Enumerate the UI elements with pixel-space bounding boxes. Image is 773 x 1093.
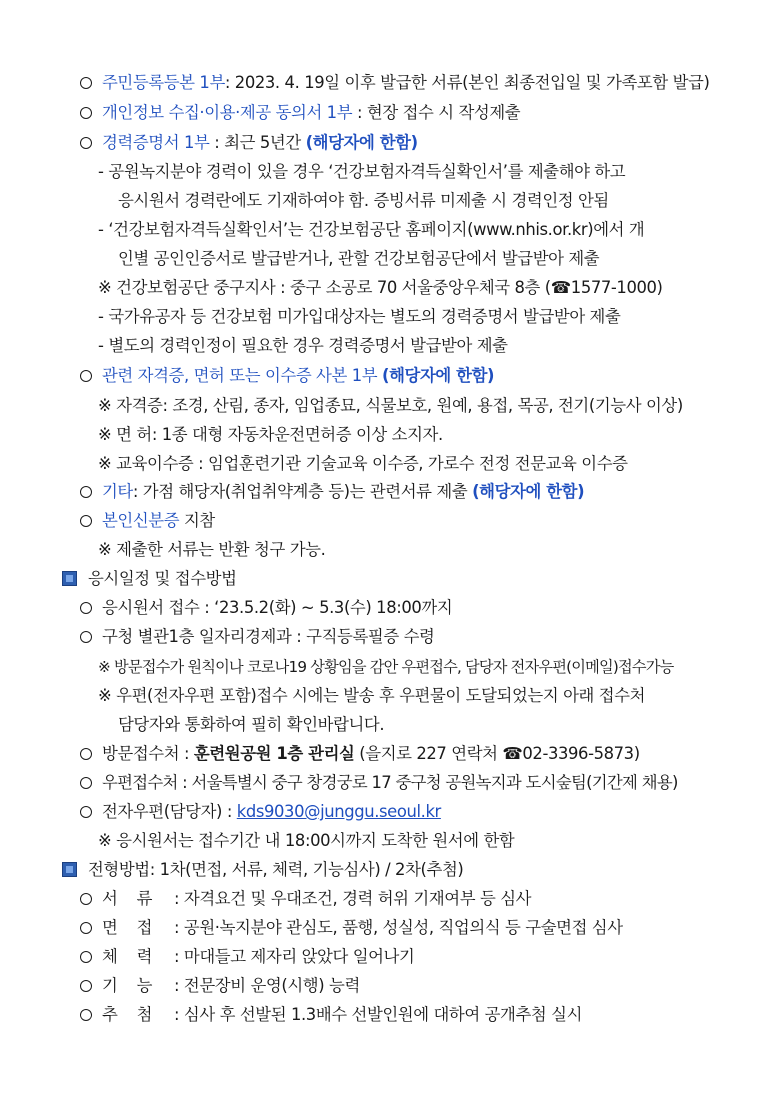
selection-desc: : 심사 후 선발된 1.3배수 선발인원에 대하여 공개추첨 실시 bbox=[174, 1005, 583, 1024]
circle-bullet-icon bbox=[80, 631, 92, 643]
item-text: : 최근 5년간 bbox=[214, 133, 301, 152]
circle-bullet-icon bbox=[80, 806, 92, 818]
item-text: : 2023. 4. 19일 이후 발급한 서류(본인 최종전입일 및 가족포함 발급) bbox=[224, 73, 710, 92]
selection-row bbox=[80, 888, 531, 910]
career-detail-1-line-1: - 공원녹지분야 경력이 있을 경우 ‘건강보험자격득실확인서’를 제출해야 하고 bbox=[98, 162, 626, 181]
item-id-card bbox=[80, 510, 215, 532]
selection-desc: : 마대들고 제자리 앉았다 일어나기 bbox=[174, 947, 415, 966]
item-text: 지참 bbox=[179, 511, 215, 530]
license-note-training: ※ 교육이수증 : 임업훈련기관 기술교육 이수증, 가로수 전정 전문교육 이수증 bbox=[98, 454, 628, 473]
schedule-deadline-note: ※ 응시원서는 접수기간 내 18:00시까지 도착한 원서에 한함 bbox=[98, 831, 515, 850]
selection-desc: : 자격요건 및 우대조건, 경력 허위 기재여부 등 심사 bbox=[174, 889, 532, 908]
circle-bullet-icon bbox=[80, 77, 92, 89]
selection-row bbox=[80, 917, 623, 939]
selection-term: 서 류 bbox=[102, 889, 153, 908]
item-label: 관련 자격증, 면허 또는 이수증 사본 1부 bbox=[102, 366, 378, 385]
item-note: (해당자에 한함) bbox=[472, 482, 585, 501]
selection-term: 기 능 bbox=[102, 976, 153, 995]
circle-bullet-icon bbox=[80, 1009, 92, 1021]
selection-row bbox=[80, 946, 414, 968]
section-heading-schedule: 응시일정 및 접수방법 bbox=[88, 569, 237, 588]
circle-bullet-icon bbox=[80, 515, 92, 527]
schedule-visit-place bbox=[80, 743, 640, 765]
visit-place: 훈련원공원 1층 관리실 bbox=[193, 744, 355, 763]
circle-bullet-icon bbox=[80, 602, 92, 614]
career-detail-2-line-2: 인별 공인인증서로 발급받거나, 관할 건강보험공단에서 발급받아 제출 bbox=[118, 249, 600, 268]
item-text: : 현장 접수 시 작성제출 bbox=[356, 103, 521, 122]
item-note: (해당자에 한함) bbox=[382, 366, 495, 385]
selection-term: 체 력 bbox=[102, 947, 153, 966]
career-detail-3: - 국가유공자 등 건강보험 미가입대상자는 별도의 경력증명서 발급받아 제출 bbox=[98, 307, 621, 326]
id-return-note: ※ 제출한 서류는 반환 청구 가능. bbox=[98, 540, 326, 559]
selection-desc: : 공원·녹지분야 관심도, 품행, 성실성, 직업의식 등 구술면접 심사 bbox=[174, 918, 623, 937]
selection-desc: : 전문장비 운영(시행) 능력 bbox=[174, 976, 360, 995]
item-label: 기타 bbox=[102, 482, 133, 501]
selection-row bbox=[80, 975, 360, 997]
career-reference-note: ※ 건강보험공단 중구지사 : 중구 소공로 70 서울중앙우체국 8층 (☎1577-1000) bbox=[98, 278, 663, 297]
circle-bullet-icon bbox=[80, 980, 92, 992]
item-resident-registration bbox=[80, 72, 709, 94]
schedule-pickup-text: 구청 별관1층 일자리경제과 : 구직등록필증 수령 bbox=[102, 627, 435, 646]
selection-term: 면 접 bbox=[102, 918, 153, 937]
item-career-certificate bbox=[80, 132, 418, 154]
section-heading-selection: 전형방법: 1차(면접, 서류, 체력, 기능심사) / 2차(추첨) bbox=[88, 860, 464, 879]
item-privacy-consent bbox=[80, 102, 520, 124]
circle-bullet-icon bbox=[80, 893, 92, 905]
circle-bullet-icon bbox=[80, 370, 92, 382]
mail-place-text: 우편접수처 : 서울특별시 중구 창경궁로 17 중구청 공원녹지과 도시숲팀(기간제 채용) bbox=[102, 773, 678, 792]
item-label: 본인신분증 bbox=[102, 511, 180, 530]
selection-term: 추 첨 bbox=[102, 1005, 153, 1024]
circle-bullet-icon bbox=[80, 107, 92, 119]
license-note-driving: ※ 면 허: 1종 대형 자동차운전면허증 이상 소지자. bbox=[98, 425, 443, 444]
schedule-pickup bbox=[80, 626, 434, 648]
circle-bullet-icon bbox=[80, 486, 92, 498]
career-detail-2-line-1: - ‘건강보험자격득실확인서’는 건강보험공단 홈페이지(www.nhis.or.kr)에서 개 bbox=[98, 220, 645, 239]
circle-bullet-icon bbox=[80, 777, 92, 789]
email-label: 전자우편(담당자) : bbox=[102, 802, 237, 821]
license-note-qualifications: ※ 자격증: 조경, 산림, 종자, 임업종묘, 식물보호, 원예, 용접, 목공, 전기(기능사 이상) bbox=[98, 396, 683, 415]
schedule-email bbox=[80, 801, 441, 823]
email-link[interactable]: kds9030@junggu.seoul.kr bbox=[236, 802, 441, 821]
section-square-icon bbox=[62, 571, 77, 586]
item-label: 경력증명서 1부 bbox=[102, 133, 210, 152]
schedule-note-1: ※ 방문접수가 원칙이나 코로나19 상황임을 감안 우편접수, 담당자 전자우편(이메일)접수가능 bbox=[98, 658, 674, 676]
item-label: 개인정보 수집·이용·제공 동의서 1부 bbox=[102, 103, 353, 122]
schedule-note-2-line-1: ※ 우편(전자우편 포함)접수 시에는 발송 후 우편물이 도달되었는지 아래 접수처 bbox=[98, 686, 646, 705]
circle-bullet-icon bbox=[80, 137, 92, 149]
schedule-mail-place bbox=[80, 772, 678, 794]
selection-row bbox=[80, 1004, 582, 1026]
career-detail-1-line-2: 응시원서 경력란에도 기재하여야 함. 증빙서류 미제출 시 경력인정 안됨 bbox=[118, 191, 609, 210]
section-square-icon bbox=[62, 862, 77, 877]
schedule-note-2-line-2: 담당자와 통화하여 필히 확인바랍니다. bbox=[118, 715, 385, 734]
visit-contact: (을지로 227 연락처 ☎02-3396-5873) bbox=[354, 744, 640, 763]
career-detail-4: - 별도의 경력인정이 필요한 경우 경력증명서 발급받아 제출 bbox=[98, 336, 508, 355]
item-text: : 가점 해당자(취업취약계층 등)는 관련서류 제출 bbox=[132, 482, 468, 501]
item-etc bbox=[80, 481, 584, 503]
item-license-copy bbox=[80, 365, 494, 387]
visit-label: 방문접수처 : bbox=[102, 744, 194, 763]
circle-bullet-icon bbox=[80, 922, 92, 934]
schedule-period-text: 응시원서 접수 : ‘23.5.2(화) ~ 5.3(수) 18:00까지 bbox=[102, 598, 453, 617]
circle-bullet-icon bbox=[80, 951, 92, 963]
circle-bullet-icon bbox=[80, 748, 92, 760]
item-note: (해당자에 한함) bbox=[305, 133, 418, 152]
item-label: 주민등록등본 1부 bbox=[102, 73, 225, 92]
schedule-period bbox=[80, 597, 452, 619]
